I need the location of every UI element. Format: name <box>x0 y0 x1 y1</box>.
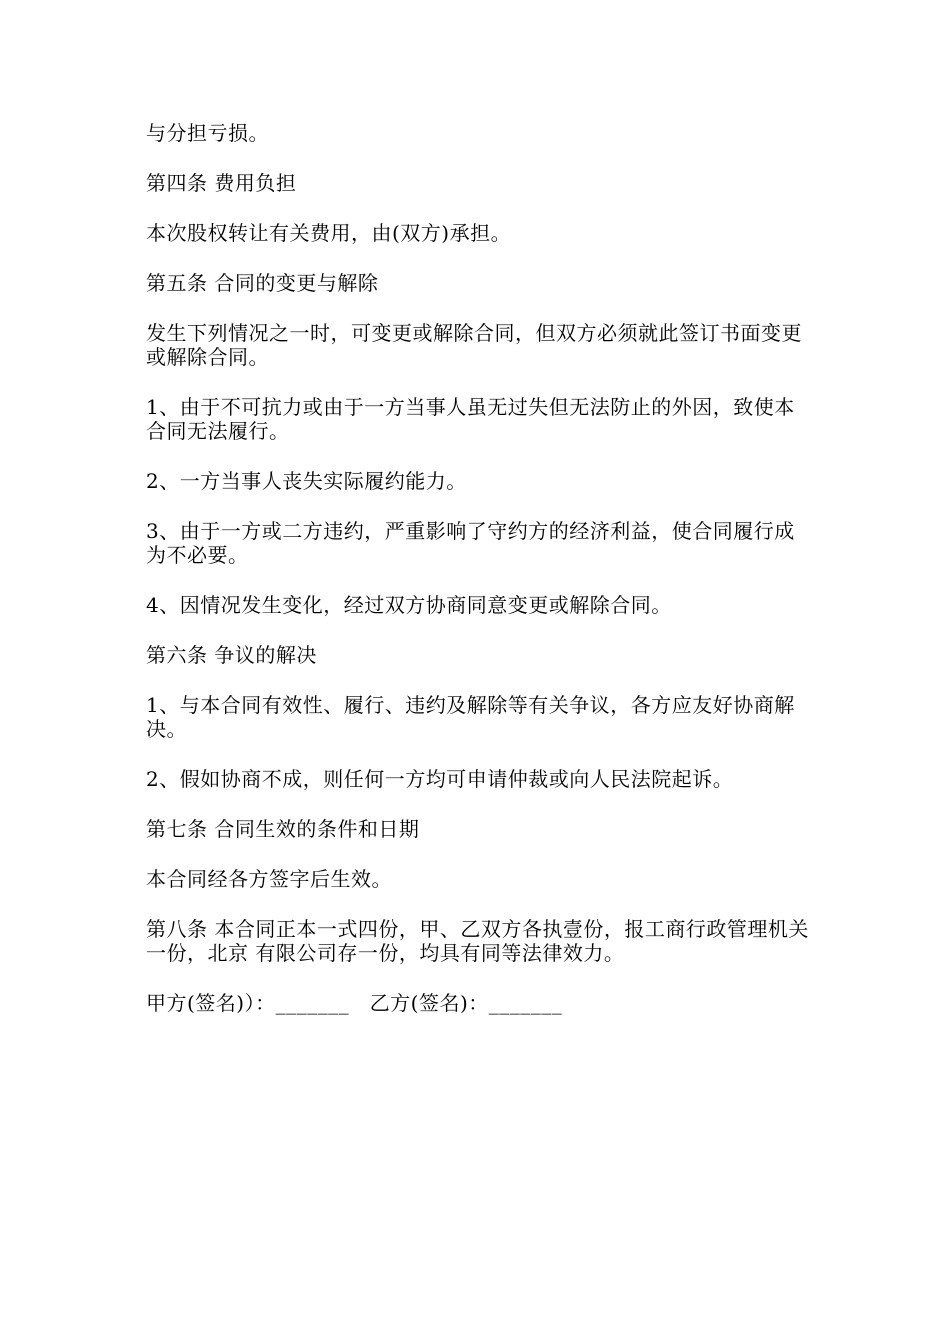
party-b-label: 乙方(签名)： <box>369 991 489 1015</box>
party-a-blank: _______ <box>275 991 350 1015</box>
party-a-label: 甲方(签名)）： <box>146 991 276 1015</box>
party-b-blank: _______ <box>488 991 563 1015</box>
paragraph-change-conditions: 发生下列情况之一时，可变更或解除合同，但双方必须就此签订书面变更或解除合同。 <box>146 321 802 369</box>
paragraph-expenses: 本次股权转让有关费用，由(双方)承担。 <box>146 221 512 245</box>
paragraph-article-8: 第八条 本合同正本一式四份，甲、乙双方各执壹份，报工商行政管理机关一份，北京 有限公司存一份，均具有同等法律效力。 <box>146 917 809 965</box>
paragraph-clause-5-2: 2、一方当事人丧失实际履约能力。 <box>146 469 467 493</box>
paragraph-effective: 本合同经各方签字后生效。 <box>146 867 392 891</box>
paragraph-clause-5-3: 3、由于一方或二方违约，严重影响了守约方的经济利益，使合同履行成为不必要。 <box>146 519 795 567</box>
heading-article-7: 第七条 合同生效的条件和日期 <box>146 817 420 841</box>
paragraph-loss-sharing: 与分担亏损。 <box>146 121 269 145</box>
heading-article-4: 第四条 费用负担 <box>146 171 297 195</box>
document-page <box>146 121 811 1015</box>
paragraph-clause-6-2: 2、假如协商不成，则任何一方均可申请仲裁或向人民法院起诉。 <box>146 767 734 791</box>
paragraph-clause-6-1: 1、与本合同有效性、履行、违约及解除等有关争议，各方应友好协商解决。 <box>146 693 795 741</box>
paragraph-clause-5-1: 1、由于不可抗力或由于一方当事人虽无过失但无法防止的外因，致使本合同无法履行。 <box>146 395 795 443</box>
signature-line <box>146 991 811 1015</box>
heading-article-5: 第五条 合同的变更与解除 <box>146 271 379 295</box>
paragraph-clause-5-4: 4、因情况发生变化，经过双方协商同意变更或解除合同。 <box>146 593 672 617</box>
heading-article-6: 第六条 争议的解决 <box>146 643 317 667</box>
